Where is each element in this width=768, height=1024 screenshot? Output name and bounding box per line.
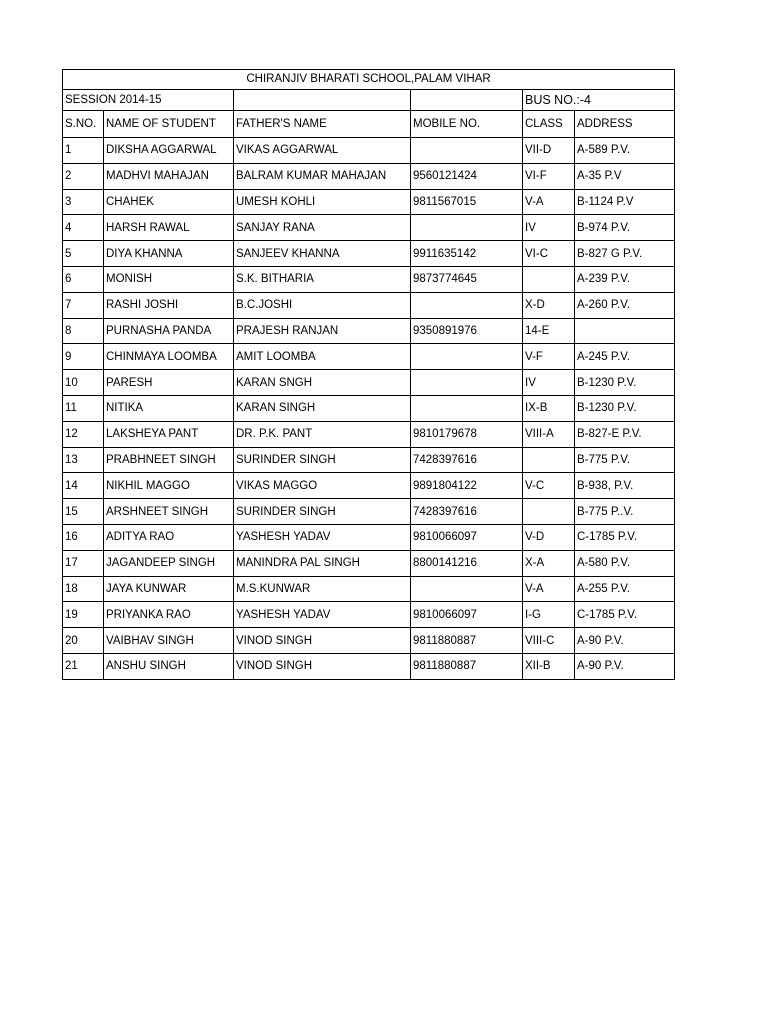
table-row [63,576,675,602]
father-name-cell: SURINDER SINGH [234,447,411,473]
student-name-cell: CHINMAYA LOOMBA [104,344,234,370]
mobile-cell [411,395,523,421]
table-row [63,653,675,679]
sno-cell: 3 [63,189,104,215]
class-cell: VIII-A [523,421,575,447]
table-row [63,421,675,447]
table-row [63,602,675,628]
header-class: CLASS [523,111,575,138]
address-cell: B-1230 P.V. [575,395,675,421]
mobile-cell: 7428397616 [411,447,523,473]
student-name-cell: MADHVI MAHAJAN [104,163,234,189]
address-cell: B-938, P.V. [575,473,675,499]
address-cell: C-1785 P.V. [575,602,675,628]
class-cell [523,499,575,525]
sno-cell: 5 [63,241,104,267]
address-cell: B-827-E P.V. [575,421,675,447]
table-row [63,628,675,654]
session-label: SESSION 2014-15 [63,90,234,111]
student-name-cell: NITIKA [104,395,234,421]
address-cell: A-260 P.V. [575,292,675,318]
student-name-cell: NIKHIL MAGGO [104,473,234,499]
student-name-cell: LAKSHEYA PANT [104,421,234,447]
header-mobile: MOBILE NO. [411,111,523,138]
bus-number: BUS NO.:-4 [523,90,675,111]
table-row [63,344,675,370]
table-row [63,292,675,318]
class-cell: VI-C [523,241,575,267]
class-cell: V-A [523,576,575,602]
address-cell: B-974 P.V. [575,215,675,241]
student-name-cell: MONISH [104,266,234,292]
sno-cell: 14 [63,473,104,499]
sno-cell: 21 [63,653,104,679]
class-cell: 14-E [523,318,575,344]
father-name-cell: DR. P.K. PANT [234,421,411,447]
mobile-cell: 9811880887 [411,653,523,679]
table-row [63,241,675,267]
mobile-cell: 9873774645 [411,266,523,292]
sno-cell: 16 [63,524,104,550]
empty-cell [411,90,523,111]
class-cell: IX-B [523,395,575,421]
address-cell: C-1785 P.V. [575,524,675,550]
student-name-cell: ARSHNEET SINGH [104,499,234,525]
student-name-cell: JAYA KUNWAR [104,576,234,602]
table-row [63,318,675,344]
student-name-cell: PURNASHA PANDA [104,318,234,344]
mobile-cell [411,138,523,164]
table-row [63,370,675,396]
student-name-cell: PRIYANKA RAO [104,602,234,628]
student-name-cell: HARSH RAWAL [104,215,234,241]
mobile-cell: 9810066097 [411,524,523,550]
father-name-cell: SURINDER SINGH [234,499,411,525]
mobile-cell: 9560121424 [411,163,523,189]
class-cell: V-A [523,189,575,215]
father-name-cell: YASHESH YADAV [234,524,411,550]
class-cell [523,447,575,473]
sno-cell: 15 [63,499,104,525]
empty-cell [234,90,411,111]
father-name-cell: VINOD SINGH [234,653,411,679]
student-name-cell: CHAHEK [104,189,234,215]
mobile-cell: 9810066097 [411,602,523,628]
sno-cell: 8 [63,318,104,344]
sno-cell: 17 [63,550,104,576]
class-cell: IV [523,215,575,241]
student-name-cell: JAGANDEEP SINGH [104,550,234,576]
sno-cell: 4 [63,215,104,241]
table-row [63,266,675,292]
table-row [63,499,675,525]
class-cell: V-D [523,524,575,550]
sno-cell: 20 [63,628,104,654]
header-student-name: NAME OF STUDENT [104,111,234,138]
table-row [63,189,675,215]
address-cell: A-589 P.V. [575,138,675,164]
sno-cell: 18 [63,576,104,602]
table-row [63,524,675,550]
class-cell: I-G [523,602,575,628]
sno-cell: 2 [63,163,104,189]
address-cell: A-580 P.V. [575,550,675,576]
sno-cell: 11 [63,395,104,421]
student-name-cell: ADITYA RAO [104,524,234,550]
table-row [63,138,675,164]
address-cell: B-827 G P.V. [575,241,675,267]
class-cell: XII-B [523,653,575,679]
address-cell: A-35 P.V [575,163,675,189]
sno-cell: 19 [63,602,104,628]
mobile-cell [411,292,523,318]
class-cell: X-D [523,292,575,318]
father-name-cell: VINOD SINGH [234,628,411,654]
table-row [63,447,675,473]
father-name-cell: AMIT LOOMBA [234,344,411,370]
father-name-cell: BALRAM KUMAR MAHAJAN [234,163,411,189]
class-cell: VI-F [523,163,575,189]
class-cell: IV [523,370,575,396]
father-name-cell: VIKAS MAGGO [234,473,411,499]
mobile-cell: 8800141216 [411,550,523,576]
father-name-cell: VIKAS AGGARWAL [234,138,411,164]
header-sno: S.NO. [63,111,104,138]
header-row [63,111,675,138]
father-name-cell: SANJAY RANA [234,215,411,241]
sno-cell: 7 [63,292,104,318]
student-name-cell: PRABHNEET SINGH [104,447,234,473]
address-cell: A-90 P.V. [575,628,675,654]
father-name-cell: B.C.JOSHI [234,292,411,318]
sno-cell: 10 [63,370,104,396]
father-name-cell: S.K. BITHARIA [234,266,411,292]
class-cell [523,266,575,292]
session-row [63,90,675,111]
father-name-cell: M.S.KUNWAR [234,576,411,602]
mobile-cell: 7428397616 [411,499,523,525]
address-cell: B-1124 P.V [575,189,675,215]
table-row [63,550,675,576]
father-name-cell: SANJEEV KHANNA [234,241,411,267]
mobile-cell [411,344,523,370]
table-row [63,395,675,421]
class-cell: VII-D [523,138,575,164]
student-name-cell: VAIBHAV SINGH [104,628,234,654]
header-father-name: FATHER'S NAME [234,111,411,138]
student-name-cell: RASHI JOSHI [104,292,234,318]
father-name-cell: KARAN SINGH [234,395,411,421]
table-row [63,215,675,241]
table-row [63,473,675,499]
address-cell: B-775 P..V. [575,499,675,525]
mobile-cell: 9911635142 [411,241,523,267]
address-cell: A-90 P.V. [575,653,675,679]
student-name-cell: ANSHU SINGH [104,653,234,679]
sno-cell: 1 [63,138,104,164]
sno-cell: 12 [63,421,104,447]
bus-student-list-table [62,69,675,680]
class-cell: V-C [523,473,575,499]
address-cell: B-1230 P.V. [575,370,675,396]
address-cell [575,318,675,344]
title-row [63,70,675,90]
student-name-cell: DIYA KHANNA [104,241,234,267]
sno-cell: 13 [63,447,104,473]
address-cell: B-775 P.V. [575,447,675,473]
mobile-cell: 9891804122 [411,473,523,499]
mobile-cell: 9811567015 [411,189,523,215]
mobile-cell: 9811880887 [411,628,523,654]
class-cell: VIII-C [523,628,575,654]
mobile-cell: 9350891976 [411,318,523,344]
mobile-cell: 9810179678 [411,421,523,447]
mobile-cell [411,370,523,396]
class-cell: X-A [523,550,575,576]
school-title: CHIRANJIV BHARATI SCHOOL,PALAM VIHAR [63,70,675,90]
father-name-cell: MANINDRA PAL SINGH [234,550,411,576]
father-name-cell: KARAN SNGH [234,370,411,396]
father-name-cell: UMESH KOHLI [234,189,411,215]
student-name-cell: PARESH [104,370,234,396]
class-cell: V-F [523,344,575,370]
mobile-cell [411,576,523,602]
address-cell: A-239 P.V. [575,266,675,292]
sno-cell: 6 [63,266,104,292]
address-cell: A-245 P.V. [575,344,675,370]
header-address: ADDRESS [575,111,675,138]
father-name-cell: PRAJESH RANJAN [234,318,411,344]
mobile-cell [411,215,523,241]
address-cell: A-255 P.V. [575,576,675,602]
table-row [63,163,675,189]
student-name-cell: DIKSHA AGGARWAL [104,138,234,164]
sno-cell: 9 [63,344,104,370]
father-name-cell: YASHESH YADAV [234,602,411,628]
